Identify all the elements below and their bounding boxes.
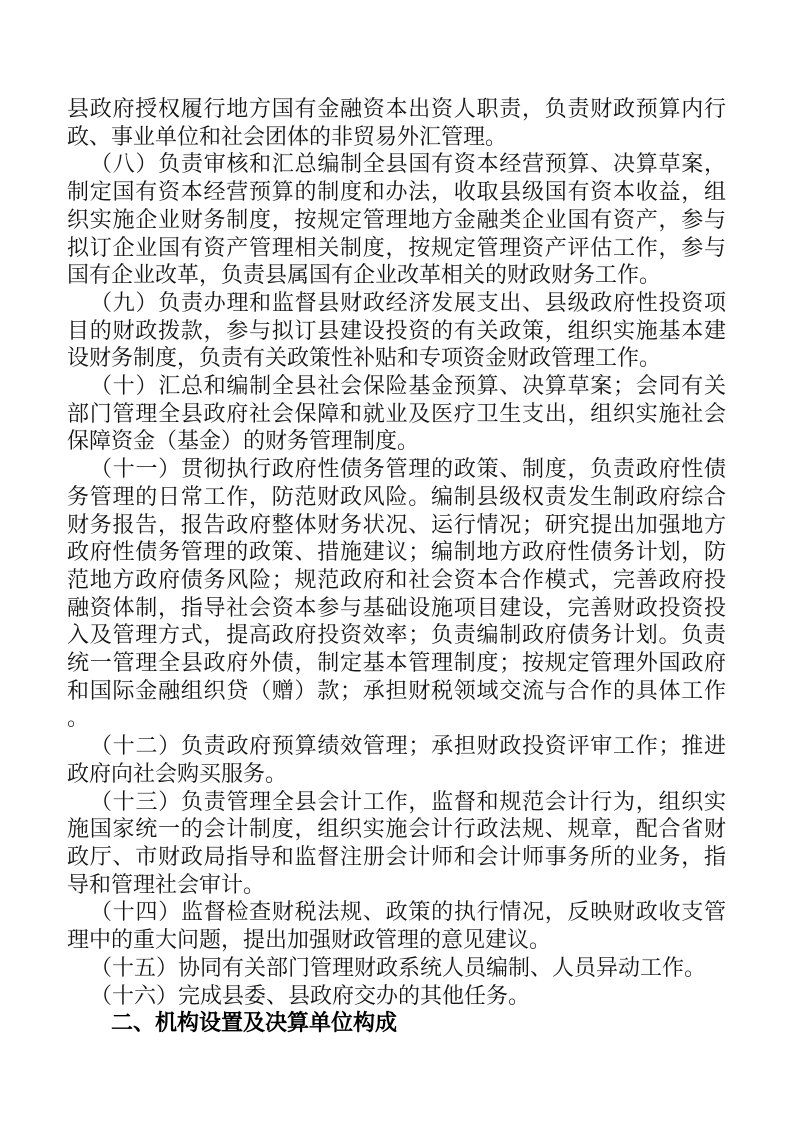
paragraph-clause-9: （九）负责办理和监督县财政经济发展支出、县级政府性投资项目的财政拨款，参与拟订县建设投资的有关政策，组织实施基本建设财务制度，负责有关政策性补贴和专项资金财政管理工作。: [67, 290, 726, 372]
paragraph-clause-10: （十）汇总和编制全县社会保险基金预算、决算草案；会同有关部门管理全县政府社会保障和就业及医疗卫生支出，组织实施社会保障资金（基金）的财务管理制度。: [67, 374, 726, 455]
paragraph-clause-14: （十四）监督检查财税法规、政策的执行情况，反映财政收支管理中的重大问题，提出加强财政管理的意见建议。: [67, 900, 726, 954]
paragraph-clause-12: （十二）负责政府预算绩效管理；承担财政投资评审工作；推进政府向社会购买服务。: [67, 734, 726, 787]
paragraph-clause-8: （八）负责审核和汇总编制全县国有资本经营预算、决算草案，制定国有资本经营预算的制度和办法，收取县级国有资本收益，组织实施企业财务制度，按规定管理地方金融类企业国有资产，参与拟订企业国有资产管理相关制度，按规定管理资产评估工作，参与国有企业改革，负责县属国有企业改革相关的财政财务工作。: [67, 152, 726, 289]
paragraph-clause-11: （十一）贯彻执行政府性债务管理的政策、制度，负责政府性债务管理的日常工作，防范财政风险。编制县级权责发生制政府综合财务报告，报告政府整体财务状况、运行情况；研究提出加强地方政府性债务管理的政策、措施建议；编制地方政府性债务计划，防范地方政府债务风险；规范政府和社会资本合作模式，完善政府投融资体制，指导社会资本参与基础设施项目建设，完善财政投资投入及管理方式，提高政府投资效率；负责编制政府债务计划。负责统一管理全县政府外债，制定基本管理制度；按规定管理外国政府和国际金融组织贷（赠）款；承担财税领域交流与合作的具体工作。: [67, 457, 726, 732]
paragraph-clause-13: （十三）负责管理全县会计工作，监督和规范会计行为，组织实施国家统一的会计制度，组织实施会计行政法规、规章，配合省财政厅、市财政局指导和监督注册会计师和会计师事务所的业务，指导和管理社会审计。: [67, 789, 726, 898]
paragraph-continuation: 县政府授权履行地方国有金融资本出资人职责，负责财政预算内行政、事业单位和社会团体的非贸易外汇管理。: [67, 97, 726, 150]
section-heading: 二、机构设置及决算单位构成: [111, 1010, 398, 1037]
paragraph-clause-16: （十六）完成县委、县政府交办的其他任务。: [90, 983, 531, 1009]
paragraph-clause-15: （十五）协同有关部门管理财政系统人员编制、人员异动工作。: [90, 955, 707, 981]
